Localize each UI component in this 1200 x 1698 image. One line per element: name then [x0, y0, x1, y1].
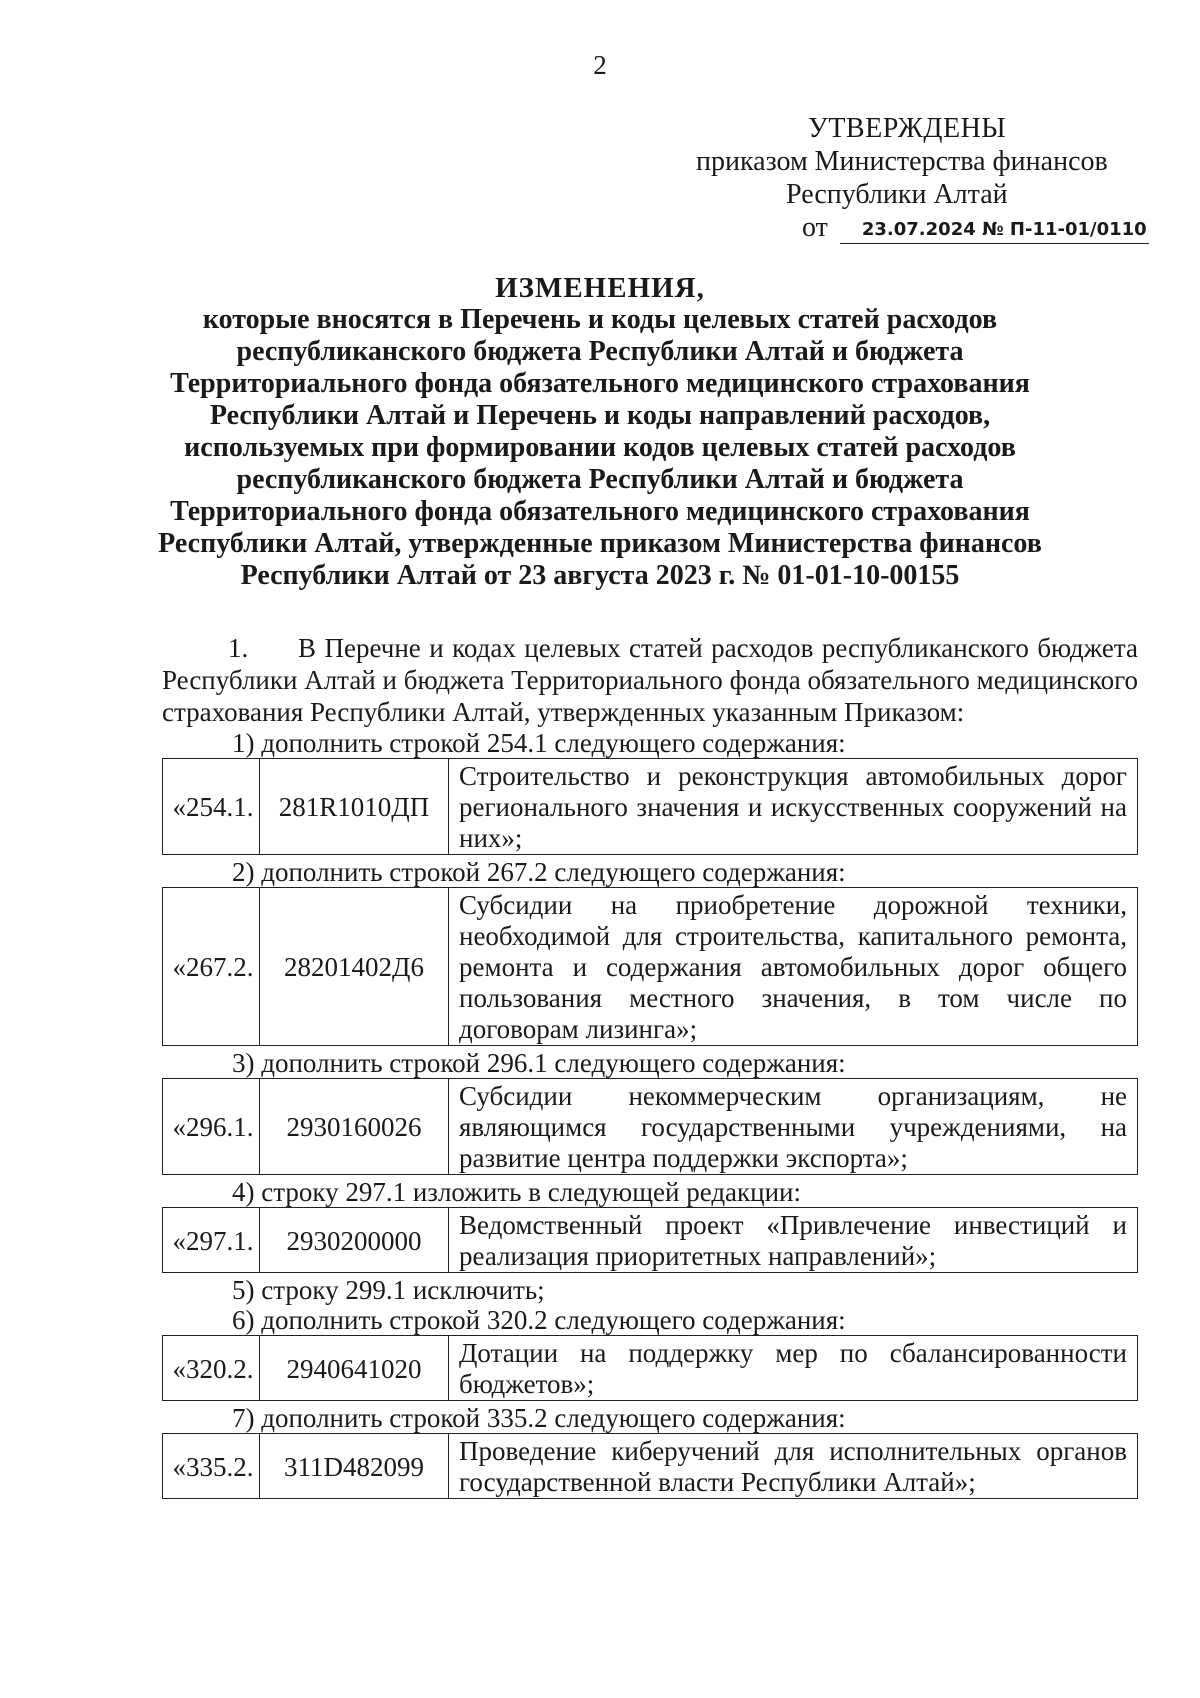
section-number: 1.: [228, 633, 249, 663]
table-row: [163, 1208, 1138, 1273]
section-text: В Перечне и кодах целевых статей расходов республиканского бюджета Республики Алтай и бюджета Территориального фонда обязательного медицинского страхования Республики Алтай, утвержденных указанным Приказом:: [162, 633, 1138, 727]
description-cell: Ведомственный проект «Привлечение инвестиций и реализация приоритетных направлений»;: [449, 1208, 1138, 1273]
amendment-table: [162, 1078, 1138, 1175]
amendment-table: [162, 1433, 1138, 1499]
target-code-cell: 28201402Д6: [260, 888, 449, 1046]
amendment-table: [162, 758, 1138, 855]
amendment-item-label: 2) дополнить строкой 267.2 следующего содержания:: [232, 857, 846, 887]
approval-order-number: 23.07.2024 № П-11-01/0110: [840, 218, 1149, 244]
approval-date-prefix: от: [802, 212, 828, 243]
row-number-cell: «296.1.: [163, 1079, 260, 1175]
amendment-table: [162, 1335, 1138, 1401]
heading-line: Республики Алтай и Перечень и коды направлений расходов,: [209, 400, 991, 431]
description-cell: Проведение киберучений для исполнительных органов государственной власти Республики Алтай»;: [449, 1434, 1138, 1499]
description-cell: Строительство и реконструкция автомобильных дорог регионального значения и искусственных сооружений на них»;: [449, 759, 1138, 855]
approval-line-ministry: приказом Министерства финансов: [696, 146, 1108, 177]
target-code-cell: 2940641020: [260, 1336, 449, 1401]
amendment-table: [162, 887, 1138, 1046]
heading-line: Республики Алтай, утвержденные приказом Министерства финансов: [158, 528, 1042, 559]
approval-line-region: Республики Алтай: [786, 179, 1008, 210]
amendment-item-label: 5) строку 299.1 исключить;: [232, 1275, 545, 1305]
amendment-item-label: 7) дополнить строкой 335.2 следующего содержания:: [232, 1403, 846, 1433]
row-number-cell: «297.1.: [163, 1208, 260, 1273]
target-code-cell: 2930160026: [260, 1079, 449, 1175]
description-cell: Субсидии на приобретение дорожной техники, необходимой для строительства, капитального ремонта, ремонта и содержания автомобильных дорог общего пользования местного значения, в том числе по договорам лизинга»;: [449, 888, 1138, 1046]
heading-line: республиканского бюджета Республики Алтай и бюджета: [236, 464, 964, 495]
heading-title: ИЗМЕНЕНИЯ,: [495, 272, 705, 304]
amendment-item-label: 4) строку 297.1 изложить в следующей редакции:: [232, 1177, 802, 1207]
section-1: [162, 632, 1138, 1501]
approval-block: [690, 112, 1147, 244]
row-number-cell: «320.2.: [163, 1336, 260, 1401]
heading-line: Территориального фонда обязательного медицинского страхования: [170, 496, 1030, 527]
table-row: [163, 759, 1138, 855]
amendment-item-label: 1) дополнить строкой 254.1 следующего содержания:: [232, 728, 846, 758]
section-intro: [162, 632, 1138, 728]
description-cell: Субсидии некоммерческим организациям, не являющимся государственными учреждениями, на развитие центра поддержки экспорта»;: [449, 1079, 1138, 1175]
heading-line: которые вносятся в Перечень и коды целевых статей расходов: [202, 304, 998, 335]
heading-line: Территориального фонда обязательного медицинского страхования: [170, 368, 1030, 399]
amendment-table: [162, 1207, 1138, 1273]
target-code-cell: 311D482099: [260, 1434, 449, 1499]
amendment-item-label: 3) дополнить строкой 296.1 следующего содержания:: [232, 1048, 846, 1078]
table-row: [163, 1336, 1138, 1401]
target-code-cell: 2930200000: [260, 1208, 449, 1273]
page-number: 2: [593, 50, 607, 80]
approval-title: УТВЕРЖДЕНЫ: [808, 113, 1007, 144]
heading-subtitle: [140, 304, 1060, 592]
target-code-cell: 281R1010ДП: [260, 759, 449, 855]
table-row: [163, 1434, 1138, 1499]
row-number-cell: «254.1.: [163, 759, 260, 855]
amendment-item-label: 6) дополнить строкой 320.2 следующего содержания:: [232, 1305, 846, 1335]
row-number-cell: «267.2.: [163, 888, 260, 1046]
amendment-list: [162, 728, 1138, 1499]
table-row: [163, 1079, 1138, 1175]
document-heading: [140, 272, 1060, 592]
heading-line: используемых при формировании кодов целевых статей расходов: [184, 432, 1016, 463]
table-row: [163, 888, 1138, 1046]
heading-line: Республики Алтай от 23 августа 2023 г. № 01-01-10-00155: [240, 560, 960, 591]
heading-line: республиканского бюджета Республики Алтай и бюджета: [236, 336, 964, 367]
approval-date-line: [690, 211, 1147, 244]
row-number-cell: «335.2.: [163, 1434, 260, 1499]
description-cell: Дотации на поддержку мер по сбалансированности бюджетов»;: [449, 1336, 1138, 1401]
